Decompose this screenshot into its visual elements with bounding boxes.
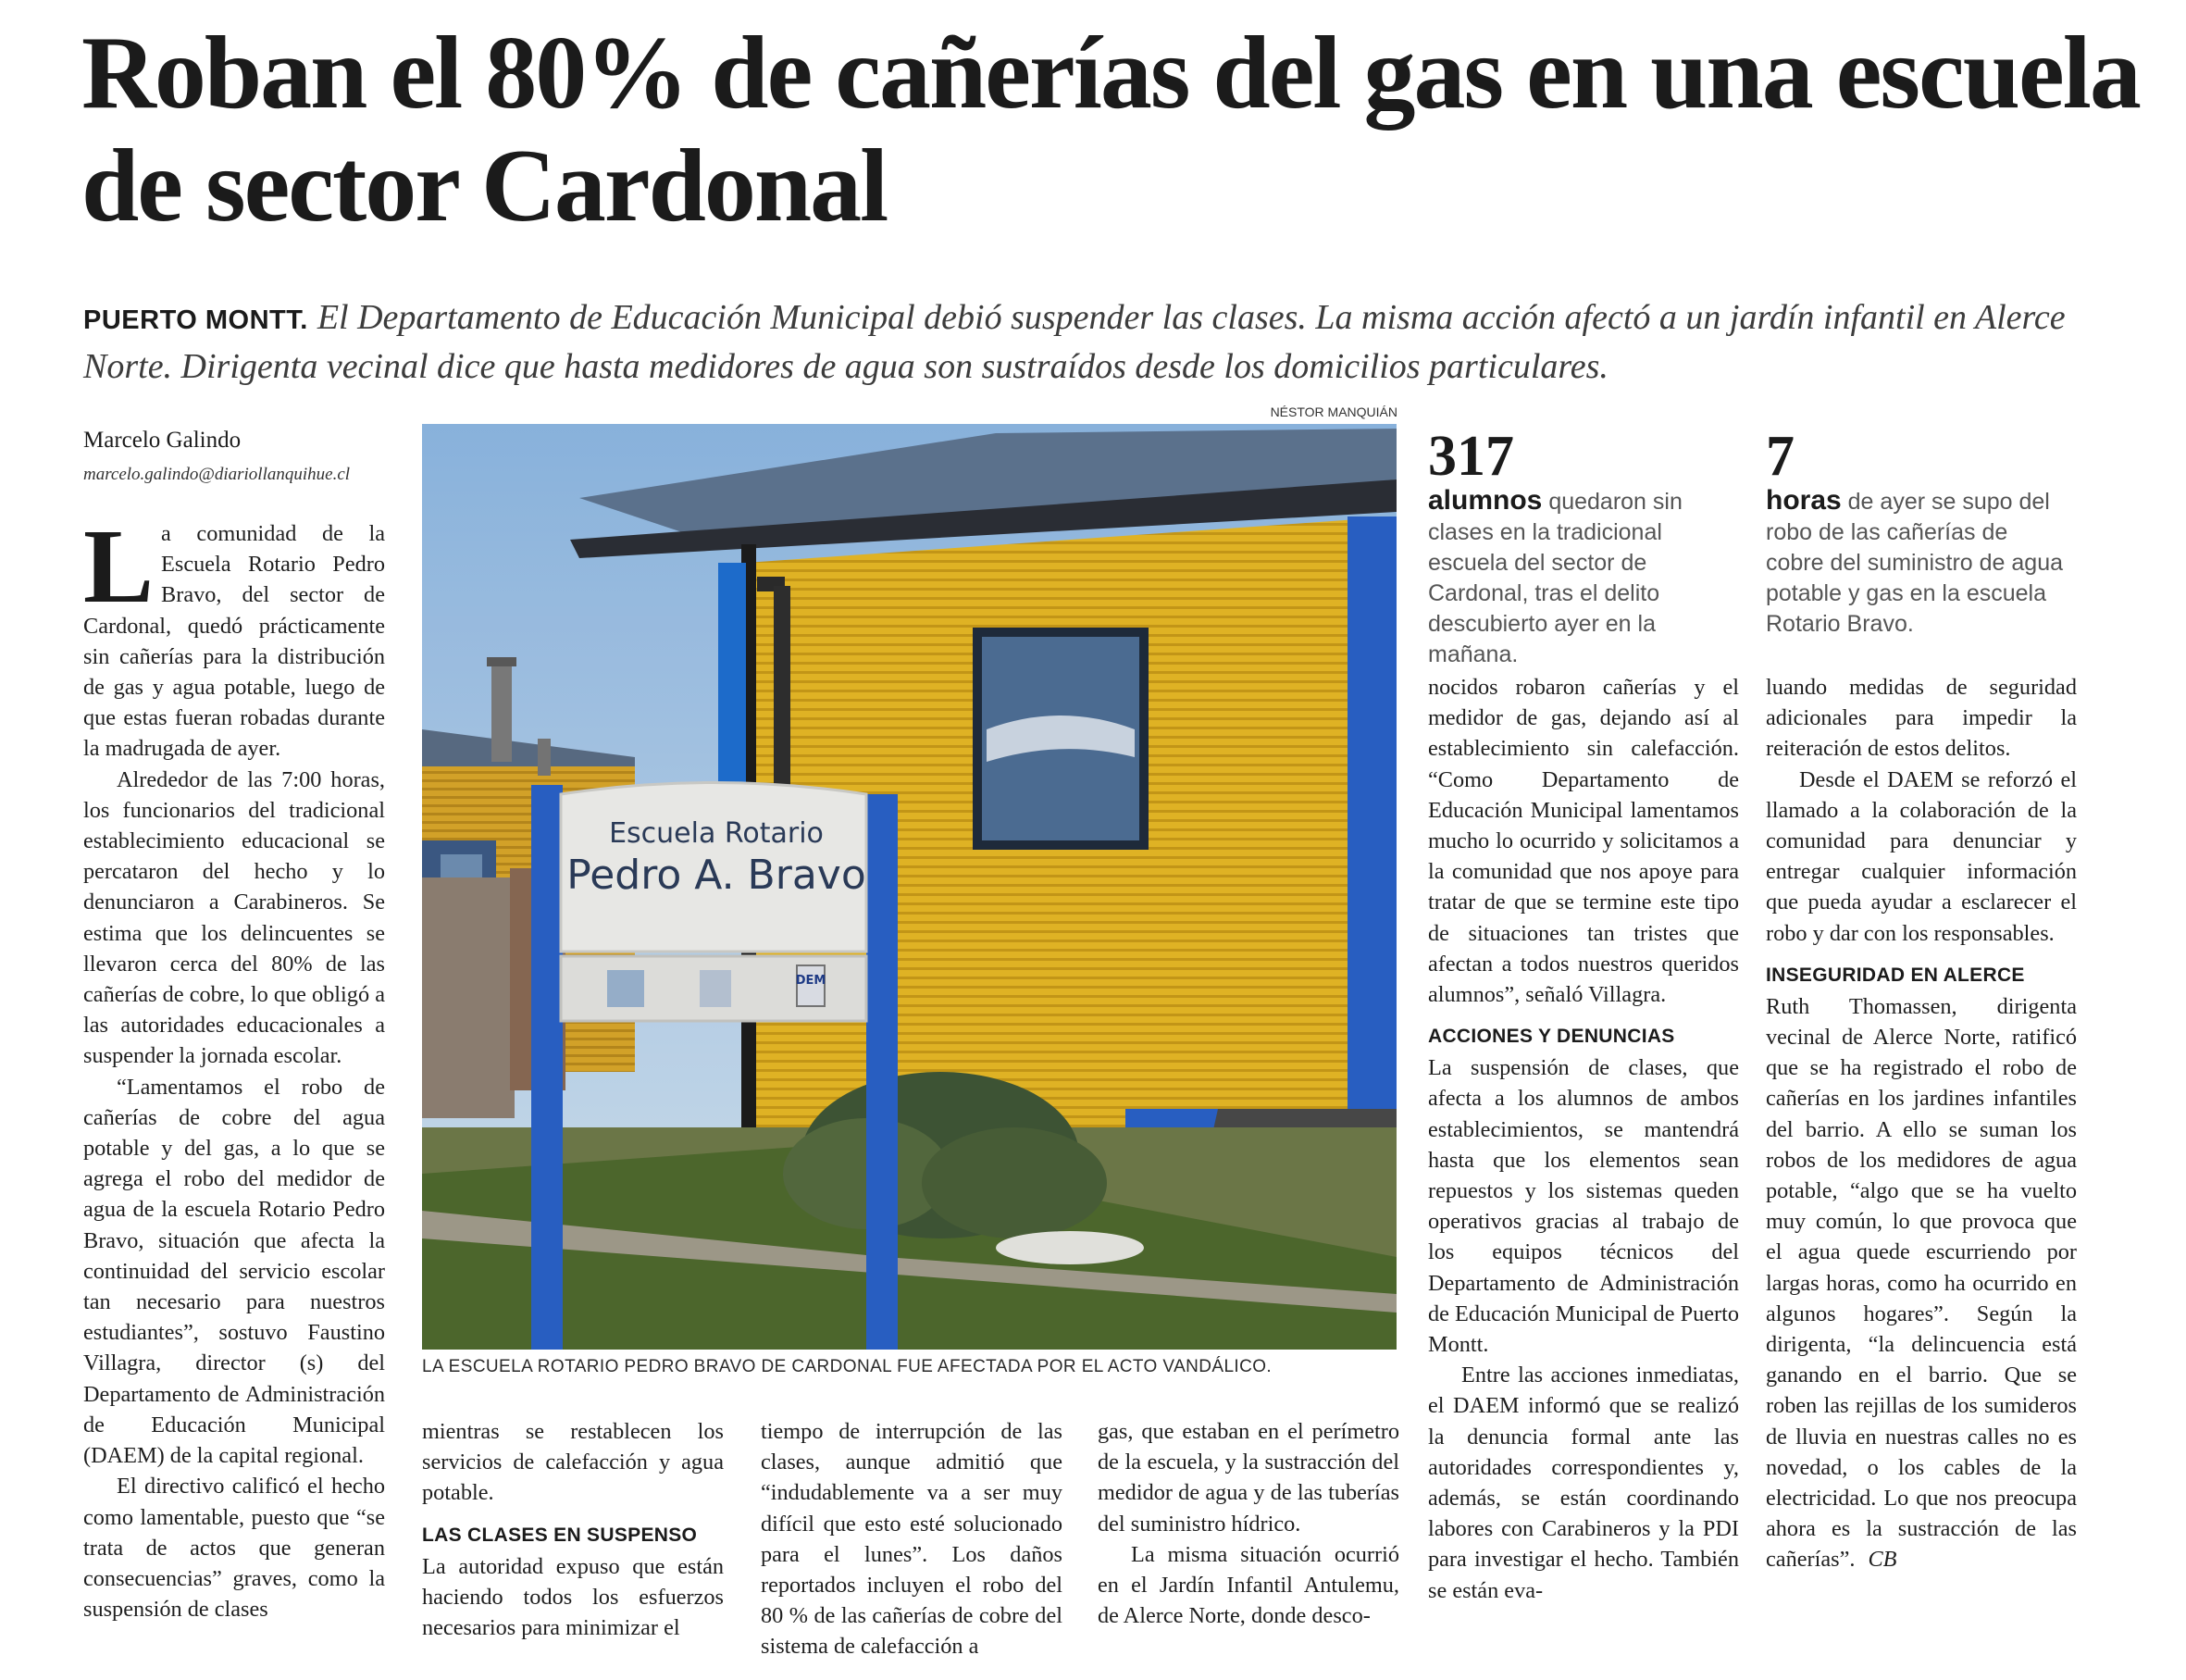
paragraph: El directivo calificó el hecho como lamentable, puesto que “se trata de actos que generan consecuencias” graves, como la suspensión de clases: [83, 1474, 385, 1623]
paragraph: gas, que estaban en el perímetro de la escuela, y la sustracción del medidor de agua y de las tuberías del suministro hídrico.: [1098, 1419, 1399, 1537]
paragraph: La suspensión de clases, que afecta a los alumnos de ambos establecimientos, se mantendrá hasta que los elementos sean repuestos y los sistemas queden operativos gracias al trabajo de los equipos técnicos del Departamento de Administración de Educación Municipal de Puerto Montt.: [1428, 1055, 1740, 1358]
school-photo: [422, 424, 1397, 1350]
end-mark: CB: [1868, 1547, 1897, 1573]
column-3: [761, 1416, 1062, 1662]
column-6: [1766, 672, 2077, 1575]
paragraph: La misma situación ocurrió en el Jardín Infantil Antulemu, de Alerce Norte, donde desco-: [1098, 1541, 1399, 1629]
stat-1-text: alumnos quedaron sin clases en la tradicional escuela del sector de Cardonal, tras el delito descubierto ayer en la mañana.: [1428, 485, 1683, 667]
subhead-acciones: ACCIONES Y DENUNCIAS: [1428, 1026, 1675, 1048]
deck: [83, 294, 2138, 390]
paragraph: “Lamentamos el robo de cañerías de cobre del agua potable y del gas, a lo que se agrega el robo del medidor de agua de la escuela Rotario Pedro Bravo, situación que afecta la continuidad del servicio escolar tan necesario para nuestros estudiantes”, sostuvo Faustino Villagra, director (s) del Departamento de Administración de Educación Municipal (DAEM) de la capital regional.: [83, 1074, 385, 1469]
column-2: [422, 1416, 724, 1643]
paragraph: luando medidas de seguridad adicionales para impedir la reiteración de estos delitos.: [1766, 675, 2077, 762]
sign-badge: DEM: [795, 974, 826, 988]
stat-1-number: 317: [1428, 425, 1514, 488]
stat-1-label: alumnos: [1428, 485, 1543, 516]
column-1: [83, 507, 385, 1624]
drop-cap: L: [83, 507, 155, 625]
stat-2-number: 7: [1766, 425, 1795, 488]
stat-2-label: horas: [1766, 485, 1842, 516]
paragraph: La comunidad de la Escuela Rotario Pedro Bravo, del sector de Cardonal, quedó prácticamente sin cañerías para la distribución de gas y agua potable, luego de que estas fueran robadas durante la madrugada de ayer.: [83, 507, 385, 762]
photo-credit: NÉSTOR MANQUIÁN: [1270, 404, 1397, 419]
paragraph: Alrededor de las 7:00 horas, los funcionarios del tradicional establecimiento educacional se percataron del hecho y lo denunciaron a Carabineros. Se estima que los delincuentes se llevaron cerca del 80% de las cañerías de cobre, lo que obligó a las autoridades educacionales a suspender la jornada escolar.: [83, 766, 385, 1069]
sign-text-line1: Escuela Rotario: [609, 817, 824, 850]
column-5: [1428, 672, 1739, 1606]
sign-text-line2: Pedro A. Bravo: [566, 852, 866, 899]
deck-kicker: PUERTO MONTT.: [83, 305, 308, 335]
deck-text: El Departamento de Educación Municipal debió suspender las clases. La misma acción afectó a un jardín infantil en Alerce Norte. Dirigenta vecinal dice que hasta medidores de agua son sustraídos desde los domicilios particulares.: [83, 298, 2066, 386]
paragraph: mientras se restablecen los servicios de calefacción y agua potable.: [422, 1419, 724, 1506]
paragraph: Entre las acciones inmediatas, el DAEM informó que se realizó la denuncia formal ante las autoridades correspondientes y, además, se están coordinando labores con Carabineros y la PDI para investigar el hecho. También se están eva-: [1428, 1363, 1739, 1603]
byline-email[interactable]: marcelo.galindo@diariollanquihue.cl: [83, 465, 351, 484]
headline: Roban el 80% de cañerías del gas en una escuela de sector Cardonal: [81, 16, 2140, 243]
subhead-inseguridad: INSEGURIDAD EN ALERCE: [1766, 964, 2025, 986]
paragraph: Desde el DAEM se reforzó el llamado a la colaboración de la comunidad para denunciar y entregar cualquier información que pueda ayudar a esclarecer el robo y dar con los responsables.: [1766, 766, 2077, 946]
photo-caption: LA ESCUELA ROTARIO PEDRO BRAVO DE CARDONAL FUE AFECTADA POR EL ACTO VANDÁLICO.: [422, 1357, 1273, 1376]
paragraph: tiempo de interrupción de las clases, aunque admitió que “indudablemente va a ser muy difícil que esto esté solucionado para el lunes”. Los daños reportados incluyen el robo del 80 % de las cañerías de cobre del sistema de calefacción a: [761, 1419, 1062, 1660]
paragraph: La autoridad expuso que están haciendo todos los esfuerzos necesarios para minimizar el: [422, 1553, 724, 1641]
paragraph: Ruth Thomassen, dirigenta vecinal de Alerce Norte, ratificó que se ha registrado el robo de cañerías en los jardines infantiles del barrio. A ello se suman los robos de los medidores de agua potable, “algo que se ha vuelto muy común, lo que provoca que el agua quede escurriendo por largas horas, como ha ocurrido en algunos hogares”. Según la dirigenta, “la delincuencia está ganando en el barrio. Que se roben las rejillas de los sumideros de lluvia en nuestras calles no es novedad, o los cables de la electricidad. Lo que nos preocupa ahora es la sustracción de las cañerías”. CB: [1766, 993, 2077, 1573]
paragraph: nocidos robaron cañerías y el medidor de gas, dejando así al establecimiento sin calefacción. “Como Departamento de Educación Municipal lamentamos mucho lo ocurrido y solicitamos a la comunidad que nos apoye para tratar de que se termine este tipo de situaciones tan tristes que afectan a todos nuestros queridos alumnos”, señaló Villagra.: [1428, 675, 1739, 1008]
school-illustration: [422, 424, 1397, 1350]
column-4: [1098, 1416, 1399, 1631]
subhead-clases: LAS CLASES EN SUSPENSO: [422, 1524, 698, 1546]
byline-author: Marcelo Galindo: [83, 428, 242, 453]
stat-2-text: horas de ayer se supo del robo de las cañerías de cobre del suministro de agua potable y gas en la escuela Rotario Bravo.: [1766, 485, 2064, 637]
